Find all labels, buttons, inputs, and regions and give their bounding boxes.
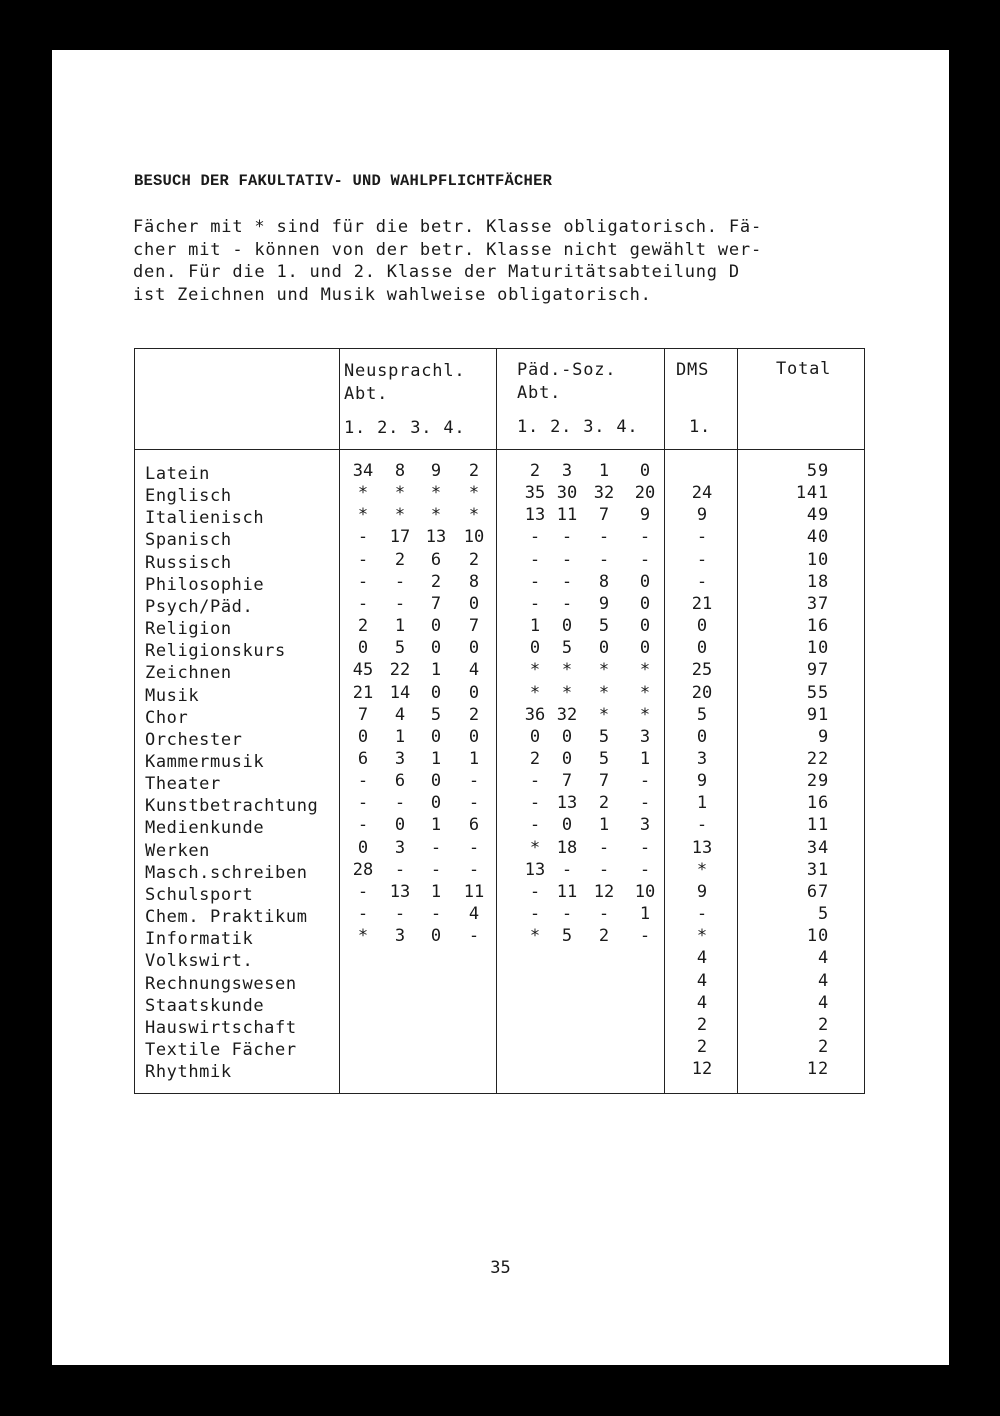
cell-total: 97 [806,660,829,681]
row-subject: Masch.schreiben [145,862,308,883]
cell-paed-class-2: 30 [556,483,578,504]
cell-paed-class-1: 0 [529,638,541,659]
cell-dms: 2 [696,1036,708,1057]
cell-neusprachl-class-3: 9 [430,461,442,481]
cell-neusprachl-class-1: * [357,926,369,947]
cell-neusprachl-class-4: - [468,859,480,880]
cell-neusprachl-class-1: 28 [352,859,374,880]
cell-neusprachl-class-4: * [468,483,480,504]
cell-dms: 9 [696,771,708,792]
row-subject: Latein [145,464,211,484]
cell-paed-class-4: * [639,704,651,725]
cell-paed-class-1: 0 [529,726,541,747]
cell-dms: 2 [696,1014,708,1035]
cell-neusprachl-class-1: 21 [352,682,374,703]
row-subject: Rhythmik [145,1062,232,1082]
cell-paed-class-3: 32 [593,483,615,504]
cell-paed-class-1: - [529,793,541,814]
cell-paed-class-3: 5 [598,748,610,769]
cell-neusprachl-class-1: - [357,793,369,814]
row-subject: Medienkunde [145,818,265,839]
cell-paed-class-1: 1 [529,616,541,636]
attendance-table [134,348,865,1094]
cell-neusprachl-class-2: 8 [394,461,406,481]
cell-neusprachl-class-1: - [357,771,369,792]
cell-paed-class-3: 5 [598,616,610,636]
cell-total: 16 [806,616,829,636]
cell-neusprachl-class-4: 0 [468,682,480,703]
cell-paed-class-1: * [529,837,541,858]
cell-neusprachl-class-2: 4 [394,704,406,725]
row-subject: Theater [145,774,221,795]
cell-paed-class-3: 0 [598,638,610,659]
cell-total: 16 [806,793,829,814]
cell-neusprachl-class-4: 0 [468,593,480,614]
column-divider [737,348,738,1094]
cell-paed-class-2: 5 [561,638,573,659]
cell-neusprachl-class-2: 6 [394,771,406,792]
cell-dms: 21 [691,593,713,614]
cell-neusprachl-class-1: - [357,549,369,570]
cell-neusprachl-class-2: * [394,483,406,504]
cell-paed-class-2: 0 [561,815,573,836]
cell-dms: 12 [691,1059,713,1079]
cell-paed-class-2: - [561,904,573,924]
cell-neusprachl-class-3: 1 [430,815,442,836]
cell-paed-class-4: 1 [639,748,651,769]
cell-paed-class-4: 0 [639,461,651,481]
cell-paed-class-3: - [598,859,610,880]
cell-paed-class-4: - [639,527,651,548]
cell-paed-class-3: - [598,837,610,858]
cell-paed-class-3: 1 [598,461,610,481]
cell-neusprachl-class-1: - [357,571,369,592]
cell-neusprachl-class-2: * [394,505,406,526]
cell-total: 10 [806,549,829,570]
row-subject: Religionskurs [145,641,286,662]
cell-neusprachl-class-2: 3 [394,837,406,858]
cell-paed-class-3: 9 [598,593,610,614]
cell-paed-class-1: 35 [524,483,546,504]
cell-paed-class-1: 36 [524,704,546,725]
cell-paed-class-4: 0 [639,571,651,592]
cell-neusprachl-class-3: 7 [430,593,442,614]
cell-neusprachl-class-1: 6 [357,748,369,769]
row-subject: Spanisch [145,530,232,551]
row-subject: Textile Fächer [145,1039,297,1060]
cell-paed-class-2: * [561,682,573,703]
cell-paed-class-2: - [561,859,573,880]
cell-total: 10 [806,638,829,659]
cell-dms: 9 [696,505,708,526]
cell-neusprachl-class-1: * [357,483,369,504]
cell-neusprachl-class-4: 10 [463,527,485,548]
cell-paed-class-1: - [529,881,541,902]
cell-paed-class-4: 20 [634,483,656,504]
header-dms-class: 1. [689,417,712,437]
cell-total: 4 [817,948,829,969]
cell-neusprachl-class-3: 0 [430,793,442,814]
row-subject: Schulsport [145,884,254,905]
row-subject: Chem. Praktikum [145,907,308,927]
cell-paed-class-4: 0 [639,638,651,659]
cell-neusprachl-class-2: 1 [394,616,406,636]
cell-dms: - [696,815,708,836]
cell-total: 31 [806,859,829,880]
row-subject: Orchester [145,729,243,750]
header-neusprachl-abt: Abt. [344,384,389,404]
cell-dms: - [696,571,708,592]
cell-paed-class-1: 13 [524,859,546,880]
cell-neusprachl-class-1: - [357,815,369,836]
row-subject: Kunstbetrachtung [145,796,319,817]
cell-total: 59 [806,461,829,481]
cell-neusprachl-class-1: 45 [352,660,374,681]
cell-paed-class-1: 13 [524,505,546,526]
row-subject: Werken [145,840,211,861]
cell-neusprachl-class-4: 1 [468,748,480,769]
cell-dms: 5 [696,704,708,725]
cell-paed-class-2: 5 [561,926,573,947]
cell-neusprachl-class-1: * [357,505,369,526]
cell-neusprachl-class-4: 6 [468,815,480,836]
cell-paed-class-4: 0 [639,616,651,636]
cell-paed-class-3: 7 [598,505,610,526]
cell-paed-class-4: - [639,837,651,858]
cell-neusprachl-class-1: - [357,593,369,614]
column-divider [339,348,340,1094]
cell-neusprachl-class-3: 1 [430,881,442,902]
cell-dms: 4 [696,992,708,1013]
cell-paed-class-3: 2 [598,793,610,814]
cell-paed-class-3: - [598,527,610,548]
cell-paed-class-3: * [598,660,610,681]
cell-dms: 0 [696,726,708,747]
cell-dms: * [696,926,708,947]
cell-total: 49 [806,505,829,526]
cell-neusprachl-class-2: 3 [394,748,406,769]
row-subject: Psych/Päd. [145,596,254,617]
header-neusprachl: Neusprachl. [344,361,466,381]
cell-neusprachl-class-4: - [468,771,480,792]
table-header-divider [134,449,865,450]
row-subject: Kammermusik [145,751,265,772]
cell-paed-class-1: - [529,549,541,570]
table-left-border [134,348,135,1094]
column-divider [496,348,497,1094]
intro-line: den. Für die 1. und 2. Klasse der Maturitätsabteilung D [133,262,740,282]
cell-paed-class-2: - [561,527,573,548]
intro-line: cher mit - können von der betr. Klasse nicht gewählt wer- [133,239,762,260]
cell-paed-class-1: 2 [529,748,541,769]
cell-total: 22 [806,748,829,769]
cell-neusprachl-class-3: 5 [430,704,442,725]
cell-neusprachl-class-2: 17 [389,527,411,548]
cell-paed-class-3: - [598,904,610,924]
cell-neusprachl-class-4: 2 [468,549,480,570]
cell-neusprachl-class-3: - [430,837,442,858]
cell-total: 4 [817,992,829,1013]
cell-paed-class-3: 1 [598,815,610,836]
cell-total: 2 [817,1014,829,1035]
row-subject: Rechnungswesen [145,973,297,994]
cell-neusprachl-class-4: 7 [468,616,480,636]
cell-neusprachl-class-1: 34 [352,461,374,481]
row-subject: Musik [145,685,200,706]
cell-neusprachl-class-1: - [357,881,369,902]
cell-paed-class-3: 2 [598,926,610,947]
cell-neusprachl-class-4: 11 [463,881,485,902]
cell-neusprachl-class-4: 0 [468,638,480,659]
cell-paed-class-4: - [639,926,651,947]
cell-neusprachl-class-3: 1 [430,748,442,769]
cell-neusprachl-class-4: 4 [468,660,480,681]
page-number: 35 [490,1258,511,1278]
cell-neusprachl-class-1: 0 [357,837,369,858]
cell-neusprachl-class-1: 0 [357,726,369,747]
cell-neusprachl-class-2: - [394,593,406,614]
cell-paed-class-4: 0 [639,593,651,614]
cell-paed-class-2: - [561,593,573,614]
cell-paed-class-4: 10 [634,881,656,902]
cell-paed-class-2: 0 [561,726,573,747]
cell-neusprachl-class-2: 13 [389,881,411,902]
cell-neusprachl-class-3: 0 [430,726,442,747]
cell-neusprachl-class-3: 13 [425,527,447,548]
cell-paed-class-2: 32 [556,704,578,725]
cell-neusprachl-class-3: 0 [430,616,442,636]
cell-paed-class-2: - [561,549,573,570]
cell-neusprachl-class-4: * [468,505,480,526]
cell-paed-class-2: 0 [561,748,573,769]
cell-total: 29 [806,771,829,792]
row-subject: Philosophie [145,574,265,595]
cell-neusprachl-class-4: - [468,837,480,858]
cell-paed-class-4: - [639,793,651,814]
cell-paed-class-4: 3 [639,726,651,747]
header-paed-classes: 1. 2. 3. 4. [517,417,639,437]
cell-neusprachl-class-2: - [394,904,406,924]
cell-total: 2 [817,1036,829,1057]
cell-dms: * [696,859,708,880]
cell-dms: - [696,527,708,548]
cell-total: 141 [795,483,829,504]
cell-paed-class-1: 2 [529,461,541,481]
cell-total: 5 [817,904,829,924]
cell-neusprachl-class-1: 7 [357,704,369,725]
cell-dms: 1 [696,793,708,814]
cell-total: 9 [817,726,829,747]
cell-paed-class-4: 9 [639,505,651,526]
cell-neusprachl-class-3: - [430,904,442,924]
row-subject: Hauswirtschaft [145,1017,297,1038]
cell-paed-class-3: 7 [598,771,610,792]
cell-neusprachl-class-4: 0 [468,726,480,747]
row-subject: Informatik [145,929,254,950]
row-subject: Staatskunde [145,995,265,1016]
cell-paed-class-4: - [639,549,651,570]
cell-paed-class-3: * [598,704,610,725]
cell-dms: 3 [696,748,708,769]
cell-neusprachl-class-3: * [430,505,442,526]
cell-paed-class-1: - [529,771,541,792]
cell-neusprachl-class-3: * [430,483,442,504]
header-neusprachl-classes: 1. 2. 3. 4. [344,418,466,438]
cell-total: 12 [806,1059,829,1079]
cell-total: 18 [806,571,829,592]
header-total: Total [776,359,832,379]
cell-total: 34 [806,837,829,858]
cell-paed-class-3: * [598,682,610,703]
cell-dms: 25 [691,660,713,681]
cell-paed-class-2: 13 [556,793,578,814]
cell-paed-class-1: - [529,593,541,614]
cell-neusprachl-class-2: 2 [394,549,406,570]
cell-paed-class-1: - [529,904,541,924]
cell-neusprachl-class-4: 8 [468,571,480,592]
cell-dms: 24 [691,483,713,504]
cell-dms: - [696,549,708,570]
cell-paed-class-4: * [639,682,651,703]
cell-total: 4 [817,970,829,991]
cell-total: 67 [806,881,829,902]
cell-total: 40 [806,527,829,548]
cell-paed-class-2: 18 [556,837,578,858]
cell-paed-class-1: - [529,527,541,548]
cell-neusprachl-class-3: 2 [430,571,442,592]
row-subject: Zeichnen [145,663,232,684]
cell-neusprachl-class-1: - [357,904,369,924]
cell-dms: 9 [696,881,708,902]
cell-neusprachl-class-3: 6 [430,549,442,570]
cell-neusprachl-class-2: 14 [389,682,411,703]
cell-dms: 4 [696,970,708,991]
cell-paed-class-4: - [639,771,651,792]
cell-paed-class-3: 8 [598,571,610,592]
table-top-border [134,348,865,349]
cell-total: 91 [806,704,829,725]
cell-paed-class-1: * [529,926,541,947]
cell-total: 11 [806,815,829,836]
cell-paed-class-4: * [639,660,651,681]
cell-dms: 0 [696,616,708,636]
cell-neusprachl-class-2: 1 [394,726,406,747]
header-paed-abt: Abt. [517,383,562,403]
row-subject: Volkswirt. [145,951,254,972]
cell-neusprachl-class-3: 1 [430,660,442,681]
cell-paed-class-1: - [529,815,541,836]
cell-paed-class-3: 12 [593,881,615,902]
cell-paed-class-4: 1 [639,904,651,924]
cell-paed-class-2: * [561,660,573,681]
cell-dms: 13 [691,837,713,858]
cell-paed-class-4: 3 [639,815,651,836]
cell-neusprachl-class-3: 0 [430,638,442,659]
cell-total: 10 [806,926,829,947]
row-subject: Religion [145,619,232,639]
document-page [52,50,949,1365]
cell-paed-class-3: 5 [598,726,610,747]
cell-neusprachl-class-2: - [394,571,406,592]
cell-paed-class-1: * [529,682,541,703]
intro-paragraph [133,216,853,306]
cell-neusprachl-class-4: - [468,926,480,947]
cell-neusprachl-class-4: 2 [468,704,480,725]
cell-neusprachl-class-3: 0 [430,771,442,792]
cell-neusprachl-class-4: 4 [468,904,480,924]
row-subject: Russisch [145,552,232,573]
cell-neusprachl-class-3: 0 [430,682,442,703]
column-divider [664,348,665,1094]
cell-neusprachl-class-2: - [394,859,406,880]
cell-paed-class-2: 11 [556,881,578,902]
cell-neusprachl-class-1: 2 [357,616,369,636]
cell-neusprachl-class-2: 3 [394,926,406,947]
intro-line: Fächer mit * sind für die betr. Klasse obligatorisch. Fä- [133,217,762,237]
cell-paed-class-4: - [639,859,651,880]
cell-neusprachl-class-1: - [357,527,369,548]
page-title: BESUCH DER FAKULTATIV- UND WAHLPFLICHTFÄCHER [134,172,553,190]
cell-total: 37 [806,593,829,614]
cell-neusprachl-class-2: 0 [394,815,406,836]
cell-neusprachl-class-3: 0 [430,926,442,947]
cell-paed-class-1: * [529,660,541,681]
row-subject: Englisch [145,486,232,507]
cell-neusprachl-class-4: 2 [468,461,480,481]
cell-neusprachl-class-2: - [394,793,406,814]
cell-dms: 20 [691,682,713,703]
intro-line: ist Zeichnen und Musik wahlweise obligatorisch. [133,284,652,305]
header-paed-soz: Päd.-Soz. [517,360,617,380]
table-bottom-border [134,1093,865,1094]
cell-paed-class-2: - [561,571,573,592]
cell-paed-class-2: 11 [556,505,578,526]
cell-neusprachl-class-2: 5 [394,638,406,659]
cell-dms: - [696,904,708,924]
cell-dms: 0 [696,638,708,659]
row-subject: Chor [145,707,189,728]
cell-dms: 4 [696,948,708,969]
cell-paed-class-2: 0 [561,616,573,636]
row-subject: Italienisch [145,508,265,529]
cell-neusprachl-class-2: 22 [389,660,411,681]
table-right-border [864,348,865,1094]
header-dms: DMS [676,360,710,380]
cell-paed-class-1: - [529,571,541,592]
cell-total: 55 [806,682,829,703]
cell-neusprachl-class-1: 0 [357,638,369,659]
cell-neusprachl-class-4: - [468,793,480,814]
cell-neusprachl-class-3: - [430,859,442,880]
cell-paed-class-2: 3 [561,461,573,481]
cell-paed-class-2: 7 [561,771,573,792]
cell-paed-class-3: - [598,549,610,570]
